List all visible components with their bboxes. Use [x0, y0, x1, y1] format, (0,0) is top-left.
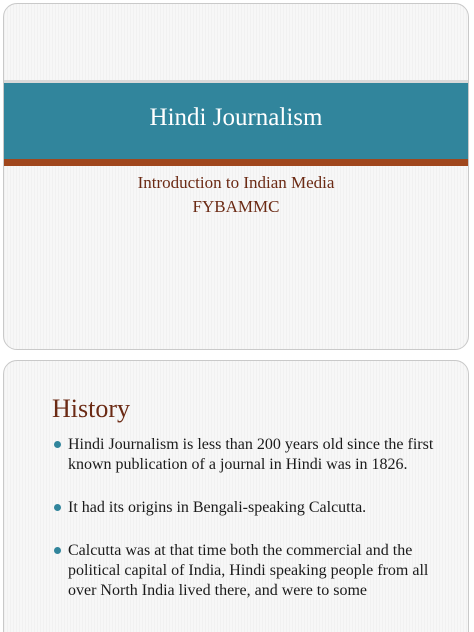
slide-course-code: FYBAMMC [192, 197, 280, 216]
title-accent-line [4, 159, 468, 166]
slide-title [3, 3, 469, 350]
bullet-dot-icon [54, 504, 61, 511]
slide-title-text: Hindi Journalism [149, 104, 323, 131]
bullet-text: It had its origins in Bengali-speaking Calcutta. [68, 499, 367, 516]
bullet-item [54, 435, 446, 475]
bullet-dot-icon [54, 547, 61, 554]
slide-subtitle: Introduction to Indian Media [137, 173, 335, 192]
slide-history [3, 360, 469, 632]
bullet-text: Calcutta was at that time both the commercial and the political capital of India, Hindi speaking people from all over North India lived there, and were to some [68, 542, 429, 599]
bullet-dot-icon [54, 441, 61, 448]
bullet-item [54, 498, 446, 518]
section-heading: History [52, 394, 130, 423]
bullet-item [54, 541, 446, 601]
bullet-list [54, 435, 446, 601]
bullet-text: Hindi Journalism is less than 200 years old since the first known publication of a journal in Hindi was in 1826. [68, 436, 434, 473]
